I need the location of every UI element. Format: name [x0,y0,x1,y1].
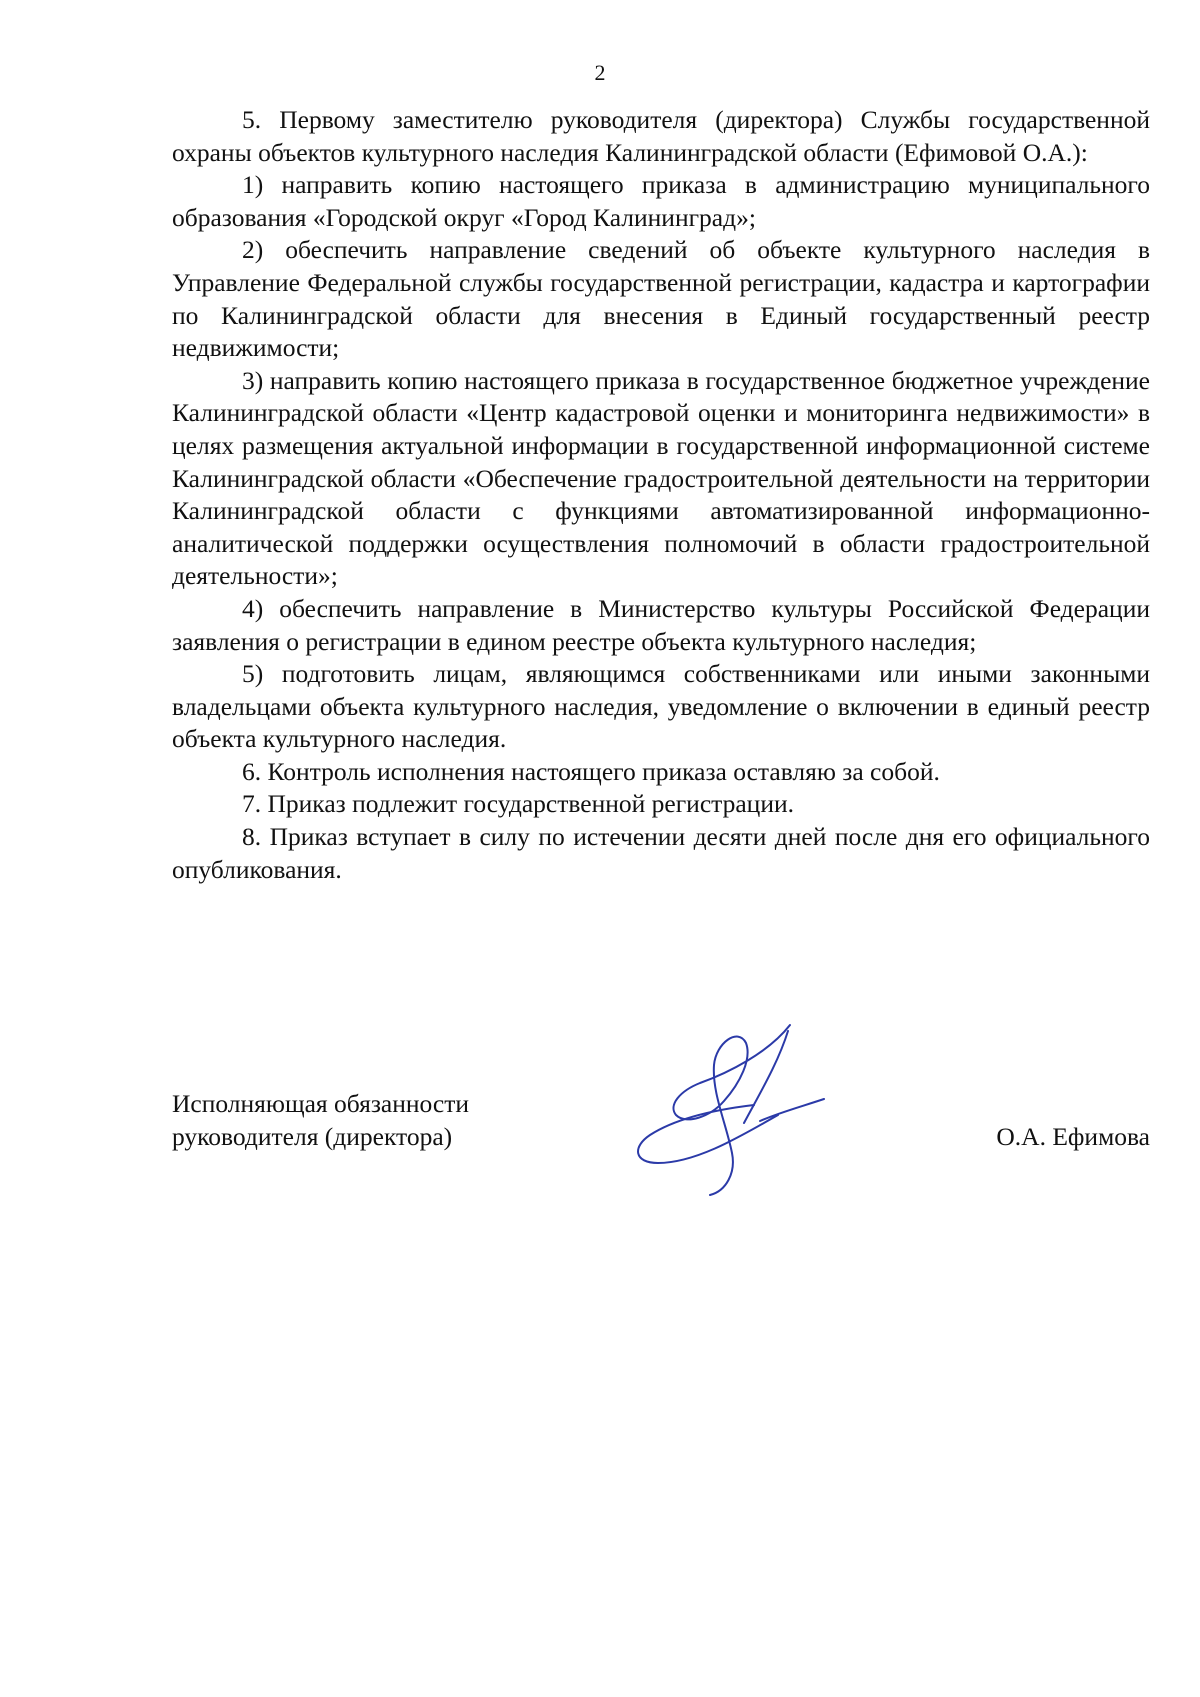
page-number: 2 [594,60,606,85]
subparagraph-4: 4) обеспечить направление в Министерство культуры Российской Федерации заявления о регистрации в едином реестре объекта культурного наследия; [172,593,1150,656]
paragraph-item-8: 8. Приказ вступает в силу по истечении десяти дней после дня его официального опубликования. [172,822,1150,884]
paragraph-item-5: 5. Первому заместителю руководителя (директора) Службы государственной охраны объектов культурного наследия Калининградской области (Ефимовой О.А.): [172,105,1150,167]
paragraph-item-7: 7. Приказ подлежит государственной регистрации. [242,789,794,819]
order-body [172,104,1150,886]
paragraph-item-6: 6. Контроль исполнения настоящего приказа оставляю за собой. [242,756,940,786]
signatory-position-line-1: Исполняющая обязанности [172,1089,469,1118]
subparagraph-1: 1) направить копию настоящего приказа в администрацию муниципального образования «Городской округ «Город Калининград»; [172,170,1150,232]
subparagraph-2: 2) обеспечить направление сведений об объекте культурного наследия в Управление Федеральной службы государственной регистрации, кадастра и картографии по Калининградской области для внесения в Единый государственный реестр недвижимости; [172,235,1150,363]
subparagraph-3: 3) направить копию настоящего приказа в государственное бюджетное учреждение Калининградской области «Центр кадастровой оценки и мониторинга недвижимости» в целях размещения актуальной информации в государственной информационной системе Калининградской области «Обеспечение градостроительной деятельности на территории Калининградской области с функциями автоматизированной информационно-аналитической поддержки осуществления полномочий в области градостроительной деятельности»; [172,365,1150,591]
subparagraph-5: 5) подготовить лицам, являющимся собственниками или иными законными владельцами объекта культурного наследия, уведомление о включении в единый реестр объекта культурного наследия. [172,659,1150,754]
signatory-position-line-2: руководителя (директора) [172,1122,453,1151]
signature-block [172,1087,1150,1207]
signatory-position [172,1087,469,1153]
signatory-name: О.А. Ефимова [996,1122,1150,1151]
